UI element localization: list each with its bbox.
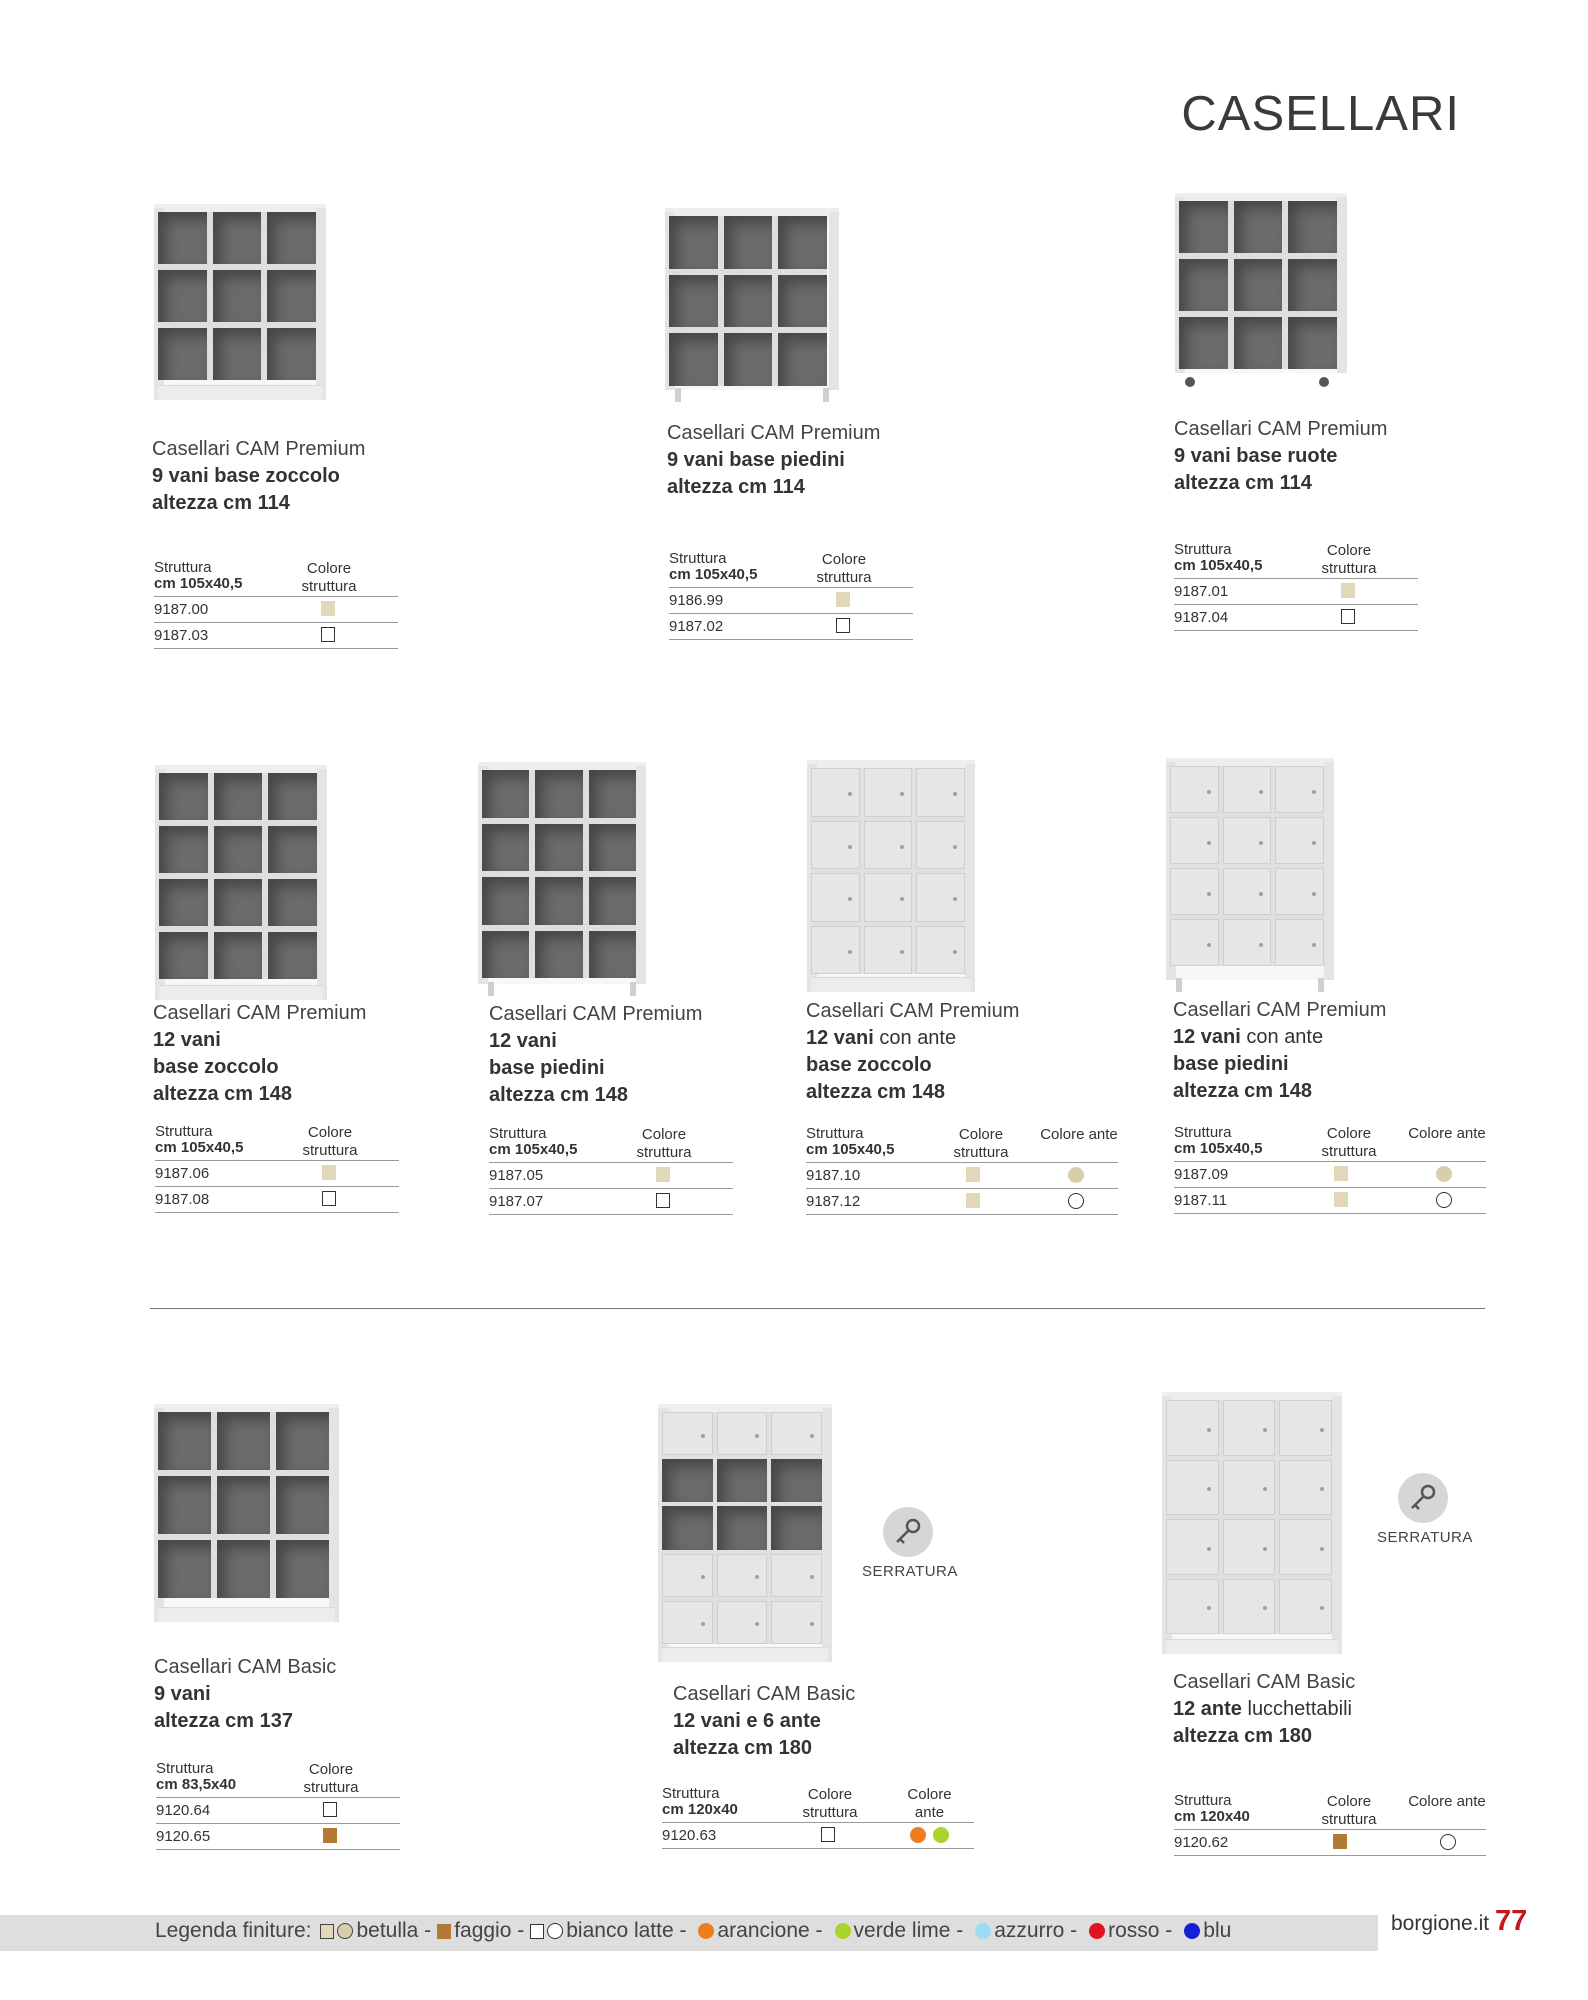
site-url[interactable]: borgione.it	[1391, 1912, 1490, 1935]
product-desc: Casellari CAM Basic 12 vani e 6 ante altezza cm 180	[673, 1683, 856, 1759]
verde-lime-swatch	[933, 1827, 949, 1843]
bianco-swatch	[321, 627, 335, 642]
spec-table: Struttura cm 105x40,5 Colore struttura 9187.06 9187.08	[155, 1120, 399, 1213]
product-image-12-vani-ante-piedini	[1166, 758, 1334, 980]
betulla-swatch	[966, 1193, 980, 1208]
page-title: CASELLARI	[1181, 87, 1460, 141]
legend-item-azzurro: azzurro -	[969, 1919, 1077, 1943]
product-image-9-vani-piedini	[665, 208, 839, 390]
bianco-swatch	[1440, 1834, 1456, 1850]
product-image-12-vani-ante-zoccolo	[807, 760, 975, 992]
product-desc: Casellari CAM Premium 12 vani base piedini altezza cm 148	[489, 1003, 703, 1106]
betulla-swatch	[1436, 1166, 1452, 1182]
key-icon	[1398, 1473, 1448, 1523]
product-image-basic-9-vani	[154, 1404, 339, 1622]
legend-item-betulla: betulla -	[320, 1919, 431, 1943]
bianco-swatch	[1341, 609, 1355, 624]
legend-label: Legenda finiture:	[155, 1919, 312, 1942]
product-desc: Casellari CAM Premium 9 vani base piedini altezza cm 114	[667, 422, 881, 498]
spec-table: Struttura cm 105x40,5 Colore struttura 9187.00 9187.03	[154, 556, 398, 649]
spec-table: Struttura cm 105x40,5 Colore struttura 9187.05 9187.07	[489, 1122, 733, 1215]
section-divider	[150, 1308, 1485, 1309]
product-image-basic-12-vani-6-ante	[658, 1404, 832, 1662]
bianco-swatch	[1068, 1193, 1084, 1209]
legend-item-bianco: bianco latte -	[530, 1919, 686, 1943]
legend-bar	[0, 1915, 1378, 1951]
bianco-swatch	[836, 618, 850, 633]
spec-table: Struttura cm 105x40,5 Colore struttura Colore ante 9187.09 9187.11	[1174, 1121, 1486, 1214]
legend-item-arancione: arancione -	[692, 1919, 822, 1943]
betulla-swatch	[322, 1165, 336, 1180]
betulla-swatch	[836, 592, 850, 607]
spec-table: Struttura cm 120x40 Colore struttura Colore ante 9120.63	[662, 1782, 974, 1849]
betulla-swatch	[1341, 583, 1355, 598]
betulla-swatch	[321, 601, 335, 616]
bianco-swatch	[323, 1802, 337, 1817]
betulla-swatch	[656, 1167, 670, 1182]
product-desc: Casellari CAM Premium 12 vani base zoccolo altezza cm 148	[153, 1002, 367, 1105]
faggio-swatch	[323, 1828, 337, 1843]
spec-table: Struttura cm 83,5x40 Colore struttura 9120.64 9120.65	[156, 1757, 400, 1850]
legend-item-faggio: faggio -	[437, 1919, 524, 1943]
product-image-basic-12-ante	[1162, 1392, 1342, 1654]
product-image-12-vani-piedini	[478, 762, 646, 984]
betulla-swatch	[1334, 1192, 1348, 1207]
bianco-swatch	[1436, 1192, 1452, 1208]
faggio-swatch	[1333, 1834, 1347, 1849]
product-desc: Casellari CAM Basic 9 vani altezza cm 137	[154, 1656, 337, 1732]
betulla-swatch	[966, 1167, 980, 1182]
bianco-swatch	[656, 1193, 670, 1208]
product-image-9-vani-ruote	[1175, 193, 1347, 373]
spec-table: Struttura cm 105x40,5 Colore struttura Colore ante 9187.10 9187.12	[806, 1122, 1118, 1215]
legend-item-rosso: rosso -	[1083, 1919, 1172, 1943]
product-desc: Casellari CAM Premium 12 vani con ante base piedini altezza cm 148	[1173, 999, 1387, 1102]
serratura-label: SERRATURA	[1377, 1529, 1473, 1546]
product-image-9-vani-zoccolo	[154, 204, 326, 400]
key-icon	[883, 1507, 933, 1557]
bianco-swatch	[821, 1827, 835, 1842]
serratura-label: SERRATURA	[862, 1563, 958, 1580]
product-desc: Casellari CAM Basic 12 ante lucchettabili altezza cm 180	[1173, 1671, 1356, 1747]
page-number: 77	[1495, 1905, 1528, 1937]
arancione-swatch	[910, 1827, 926, 1843]
spec-table: Struttura cm 120x40 Colore struttura Colore ante 9120.62	[1174, 1789, 1486, 1856]
bianco-swatch	[322, 1191, 336, 1206]
product-desc: Casellari CAM Premium 12 vani con ante base zoccolo altezza cm 148	[806, 1000, 1020, 1103]
spec-table: Struttura cm 105x40,5 Colore struttura 9187.01 9187.04	[1174, 538, 1418, 631]
product-desc: Casellari CAM Premium 9 vani base zoccolo altezza cm 114	[152, 438, 366, 514]
legend-item-verde: verde lime -	[829, 1919, 964, 1943]
spec-table: Struttura cm 105x40,5 Colore struttura 9186.99 9187.02	[669, 547, 913, 640]
product-image-12-vani-zoccolo	[155, 765, 327, 1000]
betulla-swatch	[1068, 1167, 1084, 1183]
legend-item-blu: blu	[1178, 1919, 1231, 1943]
product-desc: Casellari CAM Premium 9 vani base ruote altezza cm 114	[1174, 418, 1388, 494]
betulla-swatch	[1334, 1166, 1348, 1181]
